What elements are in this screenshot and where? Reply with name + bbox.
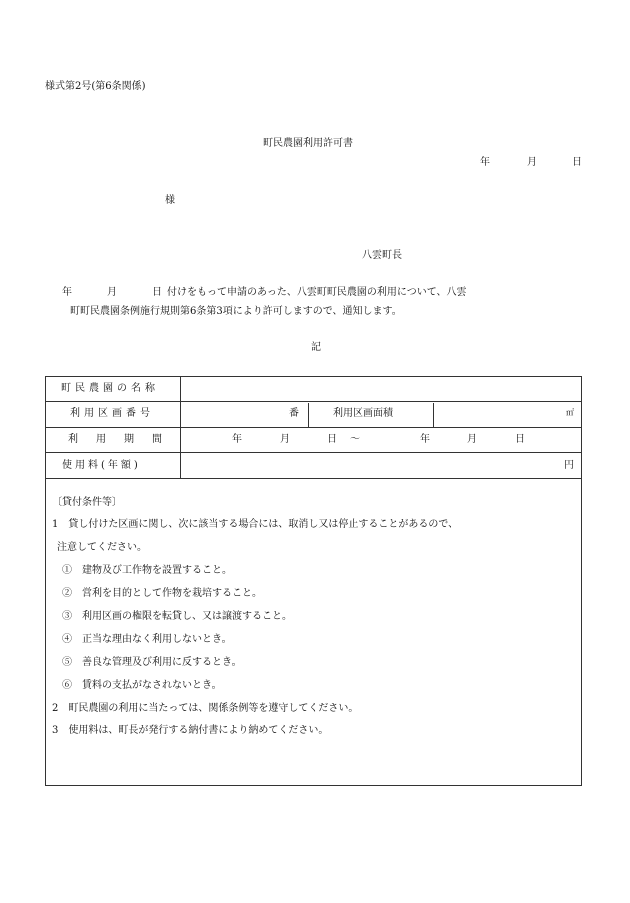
issuer: 八雲町長 — [362, 250, 402, 261]
fee-unit: 円 — [564, 460, 574, 471]
period-day-1: 日 — [327, 434, 337, 445]
condition-item-2: 2 町民農園の利用に当たっては、関係条例等を遵守してください。 — [52, 703, 359, 714]
form-number: 様式第2号(第6条関係) — [45, 81, 146, 92]
body-month: 月 — [107, 287, 117, 298]
addressee-suffix: 様 — [165, 195, 175, 206]
body-year: 年 — [62, 287, 72, 298]
body-line1-rest: 付けをもって申請のあった、八雲町町民農園の利用について、八雲 — [167, 287, 467, 298]
row-label-plot-number: 利用区画番号 — [70, 408, 154, 419]
plot-area-label: 利用区画面積 — [333, 408, 393, 419]
date-year: 年 — [480, 157, 490, 168]
body-day: 日 — [152, 287, 162, 298]
period-year-2: 年 — [420, 434, 430, 445]
condition-sub-item: ⑤ 善良な管理及び利用に反するとき。 — [62, 657, 242, 668]
condition-sub-item: ③ 利用区画の権限を転貸し、又は譲渡すること。 — [62, 611, 292, 622]
condition-sub-item: ④ 正当な理由なく利用しないとき。 — [62, 634, 232, 645]
period-month-1: 月 — [280, 434, 290, 445]
ki-heading: 記 — [311, 342, 321, 353]
condition-sub-item: ① 建物及び工作物を設置すること。 — [62, 565, 232, 576]
condition-sub-item: ② 営利を目的として作物を栽培すること。 — [62, 588, 262, 599]
condition-item-1-line-2: 注意してください。 — [57, 542, 147, 553]
row-label-garden-name: 町民農園の名称 — [61, 383, 159, 394]
plot-area-unit: ㎡ — [566, 408, 574, 417]
period-month-2: 月 — [467, 434, 477, 445]
period-day-2: 日 — [515, 434, 525, 445]
plot-ban: 番 — [289, 408, 299, 419]
condition-item-1-line-1: 1 貸し付けた区画に関し、次に該当する場合には、取消し又は停止することがあるので、 — [52, 519, 459, 530]
row-label-fee: 使用料(年額) — [62, 460, 141, 471]
date-day: 日 — [572, 157, 582, 168]
conditions-heading: 〔貸付条件等〕 — [52, 497, 122, 508]
body-line2: 町町民農園条例施行規則第6条第3項により許可しますので、通知します。 — [70, 306, 402, 317]
row-label-period: 利用期間 — [68, 434, 180, 445]
document-title: 町民農園利用許可書 — [263, 138, 353, 149]
condition-sub-item: ⑥ 賃料の支払がなされないとき。 — [62, 680, 222, 691]
condition-item-3: 3 使用料は、町長が発行する納付書により納めてください。 — [52, 725, 329, 736]
permit-table — [45, 376, 582, 786]
date-month: 月 — [527, 157, 537, 168]
period-tilde: ～ — [350, 434, 360, 445]
period-year-1: 年 — [232, 434, 242, 445]
